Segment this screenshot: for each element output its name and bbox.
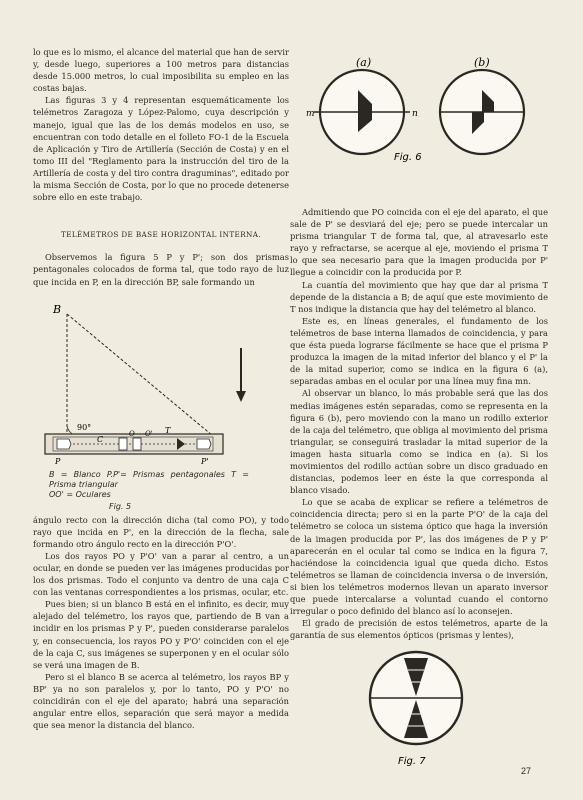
label-a: (a) <box>356 56 372 69</box>
figure-6-diagram <box>296 52 548 202</box>
label-o-prime: O' <box>145 429 153 438</box>
ocular-o-icon <box>119 438 127 450</box>
figure-5 <box>33 296 289 511</box>
label-m: m <box>306 109 315 119</box>
figure-7-diagram <box>360 644 490 774</box>
right-column <box>290 206 548 641</box>
figure-5-legend-line2: OO' = Oculares <box>49 489 111 499</box>
figure-5-legend-line1: B = Blanco P.P'= Prismas pentagonales T = Prisma triangular <box>49 469 249 489</box>
ocular-o-prime-icon <box>133 438 141 450</box>
label-b-panel: (b) <box>474 56 490 69</box>
paragraph: lo que es lo mismo, el alcance del material que han de servir y, desde luego, superiores a 100 metros para distancias desde 15.000 metros, lo cual imposibilita su empleo en las costas bajas. <box>33 47 289 94</box>
paragraph: La cuantía del movimiento que hay que dar al prisma T depende de la distancia a B; de aquí que este movimiento de T nos indique la distancia que hay del telémetro al blanco. <box>290 279 548 314</box>
paragraph: Este es, en líneas generales, el fundamento de los telémetros de base interna llamados de coincidencia, y para que ésta pueda lograrse fácilmente se hace que el prisma P produzca la imagen de la mitad inferior del blanco y el P' la de la mitad superior, como se indica en la figura 6 (a), separadas ambas en el ocular por una línea muy fina mn. <box>290 315 548 387</box>
paragraph: Lo que se acaba de explicar se refiere a telémetros de coincidencia directa; pero si en la parte P'O' de la caja del telémetro se coloca un sistema óptico que haga la inversión de la imagen producida por P', las dos imágenes de P y P' aparecerán en el ocular tal como se indica en la figura 7, haciéndose la coincidencia igual que queda dicho. Estos telémetros se llaman de coincidencia inversa o de inversión, si bien los telémetros modernos llevan un aparato inversor que puede intercalarse a voluntad cuando el contorno irregular o poco definido del blanco así lo aconsejen. <box>290 497 548 617</box>
prism-p-icon <box>57 439 71 449</box>
paragraph: Admitiendo que PO coincida con el eje del aparato, el que sale de P' se desviará del eje; pero se puede intercalar un prisma triangular T de forma tal, que, al atravesarlo este rayo y refractarse, se acerque al eje, moviendo el prisma T lo que sea necesario para que la imagen producida por P' llegue a coincidir con la producida por P. <box>290 207 548 278</box>
paragraph: El grado de precisión de estos telémetros, aparte de la garantía de sus elementos ópticos (prismas y lentes), <box>290 618 548 641</box>
paragraph: Pero si el blanco B se acerca al telémetro, los rayos BP y BP' ya no son paralelos y, por lo tanto, PO y P'O' no coincidirán con el eje del aparato; habrá una separación angular entre ellos, separación que será mayor a medida que sea menor la distancia del blanco. <box>33 671 289 731</box>
paragraph: ángulo recto con la dirección dicha (tal como PO), y todo rayo que incida en P', en la dirección de la flecha, sale formando otro ángulo recto en la dirección P'O'. <box>33 514 289 549</box>
label-p-prime: P' <box>201 456 209 466</box>
figure-7-caption: Fig. 7 <box>398 756 426 767</box>
left-column <box>33 46 289 731</box>
figure-7 <box>360 644 490 774</box>
label-c: C <box>97 434 104 444</box>
paragraph: Pues bien; si un blanco B está en el infinito, es decir, muy alejado del telémetro, los rayos que, partiendo de B van a incidir en los prismas P y P', pueden considerarse paralelos y, en consecuencia, los rayos PO y P'O' coinciden con el eje de la caja C, sus imágenes se superponen y en el ocular sólo se verá una imagen de B. <box>33 599 289 670</box>
label-t: T <box>165 425 171 435</box>
section-heading: TELÉMETROS DE BASE HORIZONTAL INTERNA. <box>61 230 261 240</box>
paragraph: Observemos la figura 5 P y P'; son dos prismas pentagonales colocados de forma tal, que todo rayo de luz que incida en P, en la dirección BP, sale formando un <box>33 252 289 287</box>
arrow-head-icon <box>236 391 246 402</box>
paragraph: Las figuras 3 y 4 representan esquemáticamente los telémetros Zaragoza y López-Palomo, cuya descripción y manejo, igual que las de los demás modelos en uso, se encuentran con todo detalle en el folleto FO-1 de la Escuela de Aplicación y Tiro de Artillería (Sección de Costa) y en el tomo III del "Reglamento para la instrucción del tiro de la Artillería de costa y del tiro contra draguminas", editado por la misma Sección de Costa, por lo que no procede detenerse sobre ello en este trabajo. <box>33 95 289 203</box>
label-angle: 90° <box>77 422 92 432</box>
label-n: n <box>412 109 418 119</box>
paragraph: Los dos rayos PO y P'O' van a parar al centro, a un ocular, en donde se pueden ver las imágenes producidas por los dos prismas. Todo el conjunto va dentro de una caja C con las ventanas correspondientes a los prismas, ocular, etc. <box>33 550 289 598</box>
prism-p-prime-icon <box>197 439 211 449</box>
figure-5-legend <box>49 470 249 512</box>
figure-5-caption: Fig. 5 <box>109 501 132 511</box>
label-b: B <box>53 302 62 316</box>
figure-6-caption: Fig. 6 <box>394 152 422 163</box>
page-number: 27 <box>521 766 532 776</box>
label-p: P <box>55 456 61 466</box>
figure-6 <box>296 52 548 202</box>
paragraph: Al observar un blanco, lo más probable será que las dos medias imágenes estén separadas, como se representa en la figura 6 (b), pero moviendo con la mano un rodillo exterior de la caja del telémetro, que obliga al movimiento del prisma triangular, se conseguirá trasladar la mitad superior de la imagen hasta situarla como se indica en (a). Si los movimientos del rodillo actúan sobre un disco graduado en distancias, podemos leer en éste la que corresponda al blanco visado. <box>290 388 548 496</box>
label-o: O <box>129 429 135 438</box>
ray-bp-prime <box>67 314 213 436</box>
